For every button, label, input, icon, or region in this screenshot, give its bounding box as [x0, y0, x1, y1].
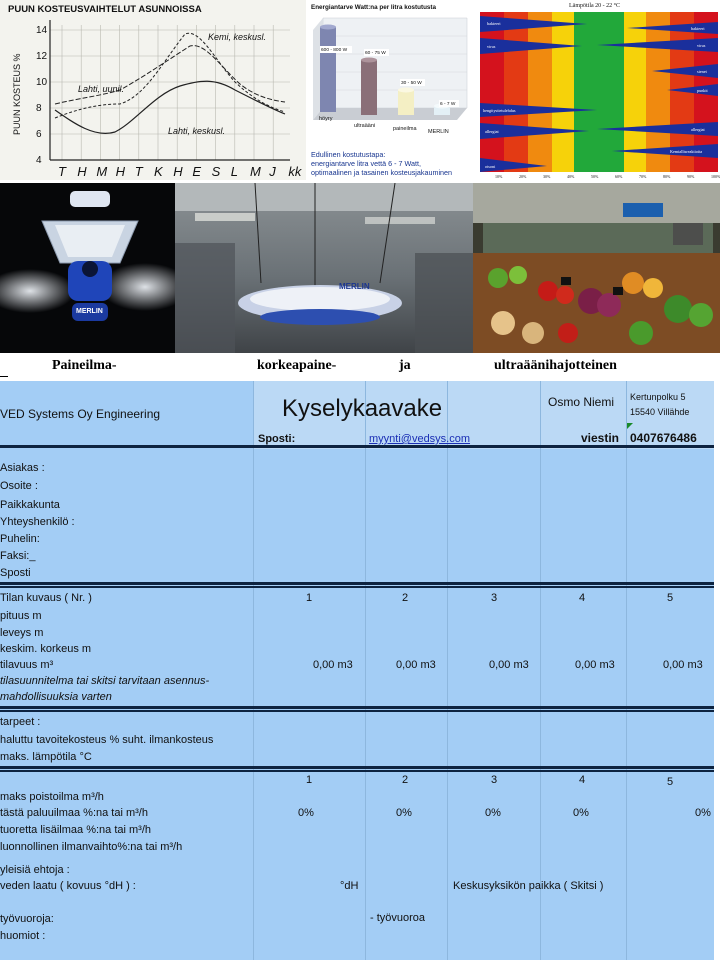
- water-unit: °dH: [340, 880, 359, 892]
- needs-header: tarpeet :: [0, 716, 41, 728]
- x-tick-label: H: [77, 164, 87, 179]
- return-air-value-4: 0%: [573, 807, 589, 819]
- space-col-1: 1: [306, 592, 313, 604]
- email-label: Sposti:: [258, 433, 296, 445]
- field-city[interactable]: Paikkakunta: [0, 499, 60, 511]
- cell-comment-marker: [627, 423, 633, 429]
- x-tick-label: T: [58, 164, 66, 179]
- space-col-2: 2: [402, 592, 409, 604]
- bio-x-tick-label: 80%: [663, 174, 671, 179]
- bio-x-tick-label: 60%: [615, 174, 623, 179]
- air-col-4: 4: [579, 774, 586, 786]
- bio-x-tick-label: 20%: [519, 174, 527, 179]
- bio-left-label-2: virus: [487, 44, 496, 49]
- caption-high-pressure: korkeapaine-: [257, 358, 337, 373]
- energy-value-label-ultrasonic: 60 - 75 W: [365, 51, 386, 56]
- air-col-2: 2: [402, 774, 409, 786]
- energy-bar-compressed-air: [398, 90, 414, 115]
- air-col-5: 5: [667, 776, 674, 788]
- caption-compressed-air: Paineilma-: [52, 358, 117, 373]
- phone-label: viestin: [581, 431, 620, 445]
- field-volume: tilavuus m³: [0, 659, 54, 671]
- address-line1: Kertunpolku 5: [630, 392, 686, 402]
- shifts-unit: - työvuoroa: [370, 912, 426, 924]
- grid-col-1: [253, 381, 254, 960]
- space-note-line2: mahdollisuuksia varten: [0, 691, 112, 703]
- y-tick-label: 6: [36, 129, 42, 140]
- volume-value-5: 0,00 m3: [663, 659, 703, 671]
- field-target-humidity[interactable]: haluttu tavoitekosteus % suht. ilmankosteus: [0, 734, 214, 746]
- energy-category-compressed-air: paineilma: [393, 126, 417, 132]
- caption-divider: [0, 376, 8, 377]
- energy-category-merlin: MERLIN: [428, 129, 449, 135]
- energy-demand-chart-svg: [307, 0, 474, 180]
- bio-x-tick-label: 50%: [591, 174, 599, 179]
- field-max-temperature[interactable]: maks. lämpötila °C: [0, 751, 92, 763]
- caption-ultrasonic: ultraäänihajotteinen: [494, 358, 617, 373]
- chart-title: PUUN KOSTEUSVAIHTELUT ASUNNOISSA: [8, 4, 202, 15]
- merlin-photo-svg: [0, 183, 175, 353]
- y-tick-label: 12: [36, 51, 48, 62]
- return-air-value-2: 0%: [396, 807, 412, 819]
- x-tick-label: K: [154, 164, 163, 179]
- bio-left-label-7: allergiat: [485, 129, 499, 134]
- caption-and: ja: [399, 358, 411, 373]
- return-air-value-5: 0%: [695, 807, 711, 819]
- space-note-line1: tilasuunnitelma tai skitsi tarvitaan asennus-: [0, 675, 210, 687]
- merlin-logo: MERLIN: [76, 308, 103, 315]
- general-conditions-label: yleisiä ehtoja :: [0, 864, 70, 876]
- energy-demand-chart: [307, 0, 474, 180]
- series-label-lahti-keskusl: Lahti, keskusl.: [168, 126, 226, 136]
- form-title: Kyselykaavake: [282, 395, 443, 422]
- y-tick-label: 4: [36, 155, 42, 166]
- bio-x-tick-label: 10%: [495, 174, 503, 179]
- x-tick-label: H: [115, 164, 125, 179]
- bio-chart-title: Lämpötila 20 - 22 °C: [569, 3, 621, 9]
- energy-value-label-compressed-air: 30 - 50 W: [401, 81, 422, 86]
- bio-left-label-6: hengitystietulehdus: [483, 108, 516, 113]
- air-col-3: 3: [491, 774, 498, 786]
- separator-customer-2: [0, 586, 714, 588]
- bio-x-tick-label: 100%: [711, 174, 720, 179]
- energy-bar-steam: [320, 27, 336, 112]
- bio-x-tick-label: 40%: [567, 174, 575, 179]
- market-vegetables-photo: [473, 183, 720, 353]
- contact-name: Osmo Niemi: [548, 395, 615, 409]
- energy-category-steam: höyry: [319, 116, 333, 122]
- wood-moisture-chart: [0, 0, 306, 180]
- energy-chart-title: Energiantarve Watt:na per litra kostutusta: [311, 4, 437, 11]
- field-water-hardness[interactable]: veden laatu ( kovuus °dH ) :: [0, 880, 136, 892]
- field-email[interactable]: Sposti: [0, 567, 31, 579]
- phone-number: 0407676486: [630, 431, 697, 445]
- field-max-exhaust[interactable]: maks poistoilma m³/h: [0, 791, 104, 803]
- energy-bar-ultrasonic: [361, 60, 377, 115]
- x-tick-label: T: [134, 164, 143, 179]
- energy-category-ultrasonic: ultraääni: [354, 123, 376, 129]
- volume-value-2: 0,00 m3: [396, 659, 436, 671]
- field-length[interactable]: pituus m: [0, 610, 42, 622]
- central-unit-location[interactable]: Keskusyksikön paikka ( Skitsi ): [453, 880, 604, 892]
- bio-right-label-2: virus: [697, 43, 706, 48]
- humidity-health-chart-svg: [477, 0, 720, 180]
- field-contact-person[interactable]: Yhteyshenkilö :: [0, 516, 75, 528]
- bio-right-label-4: punkit: [697, 88, 708, 93]
- separator-needs: [0, 766, 714, 769]
- air-col-1: 1: [306, 774, 313, 786]
- bio-x-tick-label: 90%: [687, 174, 695, 179]
- bio-right-label-8: Kemiallisreaktioita: [670, 149, 703, 154]
- company-name: VED Systems Oy Engineering: [0, 407, 161, 421]
- return-air-value-1: 0%: [298, 807, 314, 819]
- field-fresh-air[interactable]: tuoretta lisäilmaa %:na tai m³/h: [0, 824, 152, 836]
- bio-x-tick-label: 30%: [543, 174, 551, 179]
- x-tick-label: kk: [288, 164, 302, 179]
- energy-value-label-steam: 600 - 800 W: [321, 48, 348, 53]
- hall-merlin-logo: MERLIN: [339, 282, 370, 291]
- x-tick-label: J: [269, 164, 276, 179]
- energy-value-label-merlin: 6 - 7 W: [440, 102, 456, 107]
- bio-right-label-3: sienet: [697, 69, 707, 74]
- grid-col-4: [540, 381, 541, 960]
- x-tick-label: E: [192, 164, 202, 179]
- field-remarks[interactable]: huomiot :: [0, 930, 46, 942]
- wood-moisture-chart-svg: [0, 0, 306, 180]
- hanging-humidifier-photo: [175, 183, 473, 353]
- y-tick-label: 10: [36, 77, 48, 88]
- humidity-health-chart: [477, 0, 720, 180]
- field-natural-ventilation[interactable]: luonnollinen ilmanvaihto%:na tai m³/h: [0, 841, 183, 853]
- y-axis-label: PUUN KOSTEUS %: [12, 53, 22, 135]
- series-label-kemi: Kemi, keskusl.: [208, 32, 267, 42]
- x-tick-label: H: [173, 164, 183, 179]
- separator-customer: [0, 582, 714, 585]
- x-tick-label: M: [250, 164, 261, 179]
- energy-note-line3: optimaalinen ja tasainen kosteusjakauminen: [311, 168, 453, 177]
- field-customer[interactable]: Asiakas :: [0, 462, 45, 474]
- series-label-lahti-uunil: Lahti, uunil.: [78, 84, 125, 94]
- space-header: Tilan kuvaus ( Nr. ): [0, 592, 92, 604]
- email-link[interactable]: myynti@vedsys.com: [369, 433, 471, 445]
- volume-value-1: 0,00 m3: [313, 659, 353, 671]
- separator-needs-2: [0, 770, 714, 772]
- field-address[interactable]: Osoite :: [0, 480, 38, 492]
- x-tick-label: M: [96, 164, 108, 179]
- space-col-3: 3: [491, 592, 498, 604]
- grid-col-3: [447, 381, 448, 960]
- volume-value-4: 0,00 m3: [575, 659, 615, 671]
- return-air-value-3: 0%: [485, 807, 501, 819]
- market-photo-svg: [473, 183, 720, 353]
- address-line2: 15540 Villähde: [630, 407, 690, 417]
- y-tick-label: 8: [36, 103, 42, 114]
- x-tick-label: S: [211, 164, 221, 179]
- field-shifts[interactable]: työvuoroja:: [0, 913, 54, 925]
- space-col-5: 5: [667, 592, 674, 604]
- field-phone[interactable]: Puhelin:: [0, 533, 40, 545]
- bio-left-label-9: otsoni: [485, 164, 496, 169]
- space-col-4: 4: [579, 592, 586, 604]
- x-tick-label: L: [230, 164, 239, 179]
- field-width[interactable]: leveys m: [0, 627, 44, 639]
- separator-header: [0, 445, 714, 448]
- bio-right-label-7: allergiat: [691, 127, 705, 132]
- separator-space: [0, 706, 714, 709]
- bio-right-label-1: bakteeri: [691, 26, 705, 31]
- energy-note-line1: Edullinen kostutustapa:: [311, 150, 386, 159]
- separator-space-2: [0, 710, 714, 712]
- hall-photo-svg: [175, 183, 473, 353]
- y-tick-label: 14: [36, 25, 48, 36]
- field-height[interactable]: keskim. korkeus m: [0, 643, 92, 655]
- energy-note-line2: energiantarve litra vettä 6 - 7 Watt,: [311, 159, 421, 168]
- grid-col-2: [365, 381, 366, 960]
- field-fax[interactable]: Faksi:_: [0, 550, 36, 562]
- bio-left-label-1: bakteeri: [487, 21, 501, 26]
- field-return-air[interactable]: tästä paluuilmaa %:na tai m³/h: [0, 807, 148, 819]
- merlin-humidifier-photo: [0, 183, 175, 353]
- bio-x-tick-label: 70%: [639, 174, 647, 179]
- grid-col-5: [626, 381, 627, 960]
- inquiry-form: [0, 381, 714, 960]
- volume-value-3: 0,00 m3: [489, 659, 529, 671]
